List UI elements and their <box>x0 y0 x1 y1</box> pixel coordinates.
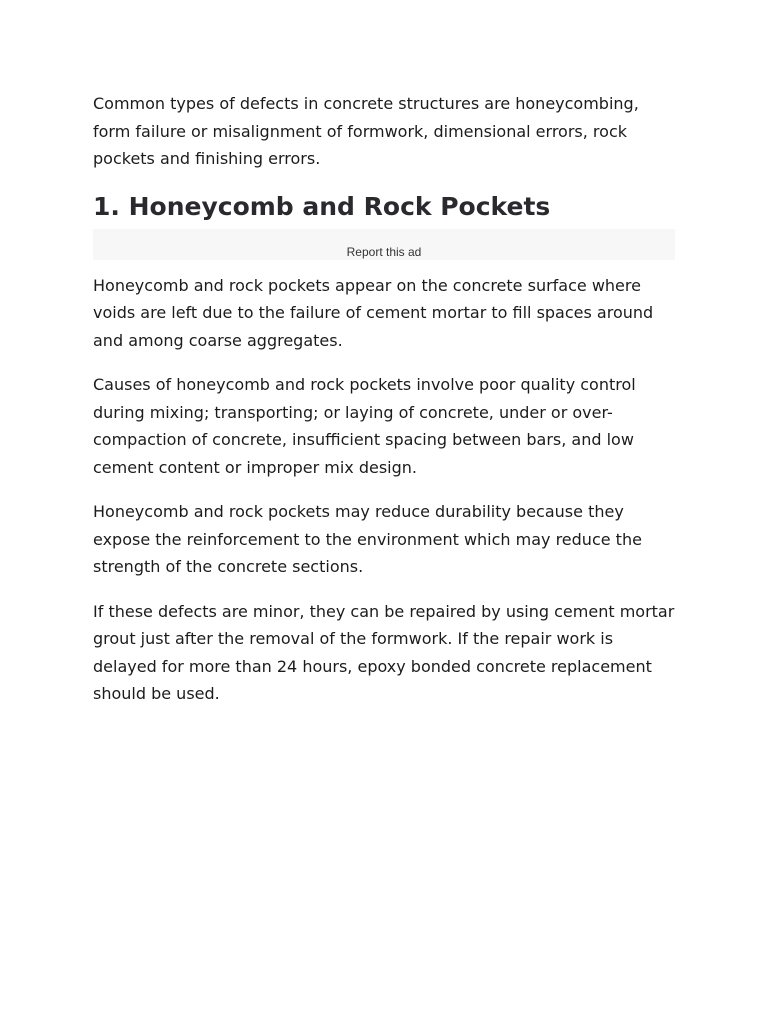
section-heading: 1. Honeycomb and Rock Pockets <box>93 191 551 221</box>
body-paragraph-effects: Honeycomb and rock pockets may reduce durability because they expose the reinforcement to the environment which may reduce the strength of the concrete sections. <box>93 502 642 576</box>
intro-paragraph: Common types of defects in concrete structures are honeycombing, form failure or misalignment of formwork, dimensional errors, rock pockets and finishing errors. <box>93 94 639 168</box>
report-ad-link[interactable]: Report this ad <box>346 244 422 259</box>
body-paragraph-causes: Causes of honeycomb and rock pockets involve poor quality control during mixing; transporting; or laying of concrete, under or over-compaction of concrete, insufficient spacing between bars, and low cement content or improper mix design. <box>93 375 636 477</box>
article-content <box>93 90 675 708</box>
body-paragraph-repair: If these defects are minor, they can be repaired by using cement mortar grout just after the removal of the formwork. If the repair work is delayed for more than 24 hours, epoxy bonded concrete replacement should be used. <box>93 601 675 703</box>
body-paragraph-definition: Honeycomb and rock pockets appear on the concrete surface where voids are left due to the failure of cement mortar to fill spaces around and among coarse aggregates. <box>93 275 654 350</box>
ad-placeholder[interactable] <box>93 229 675 260</box>
